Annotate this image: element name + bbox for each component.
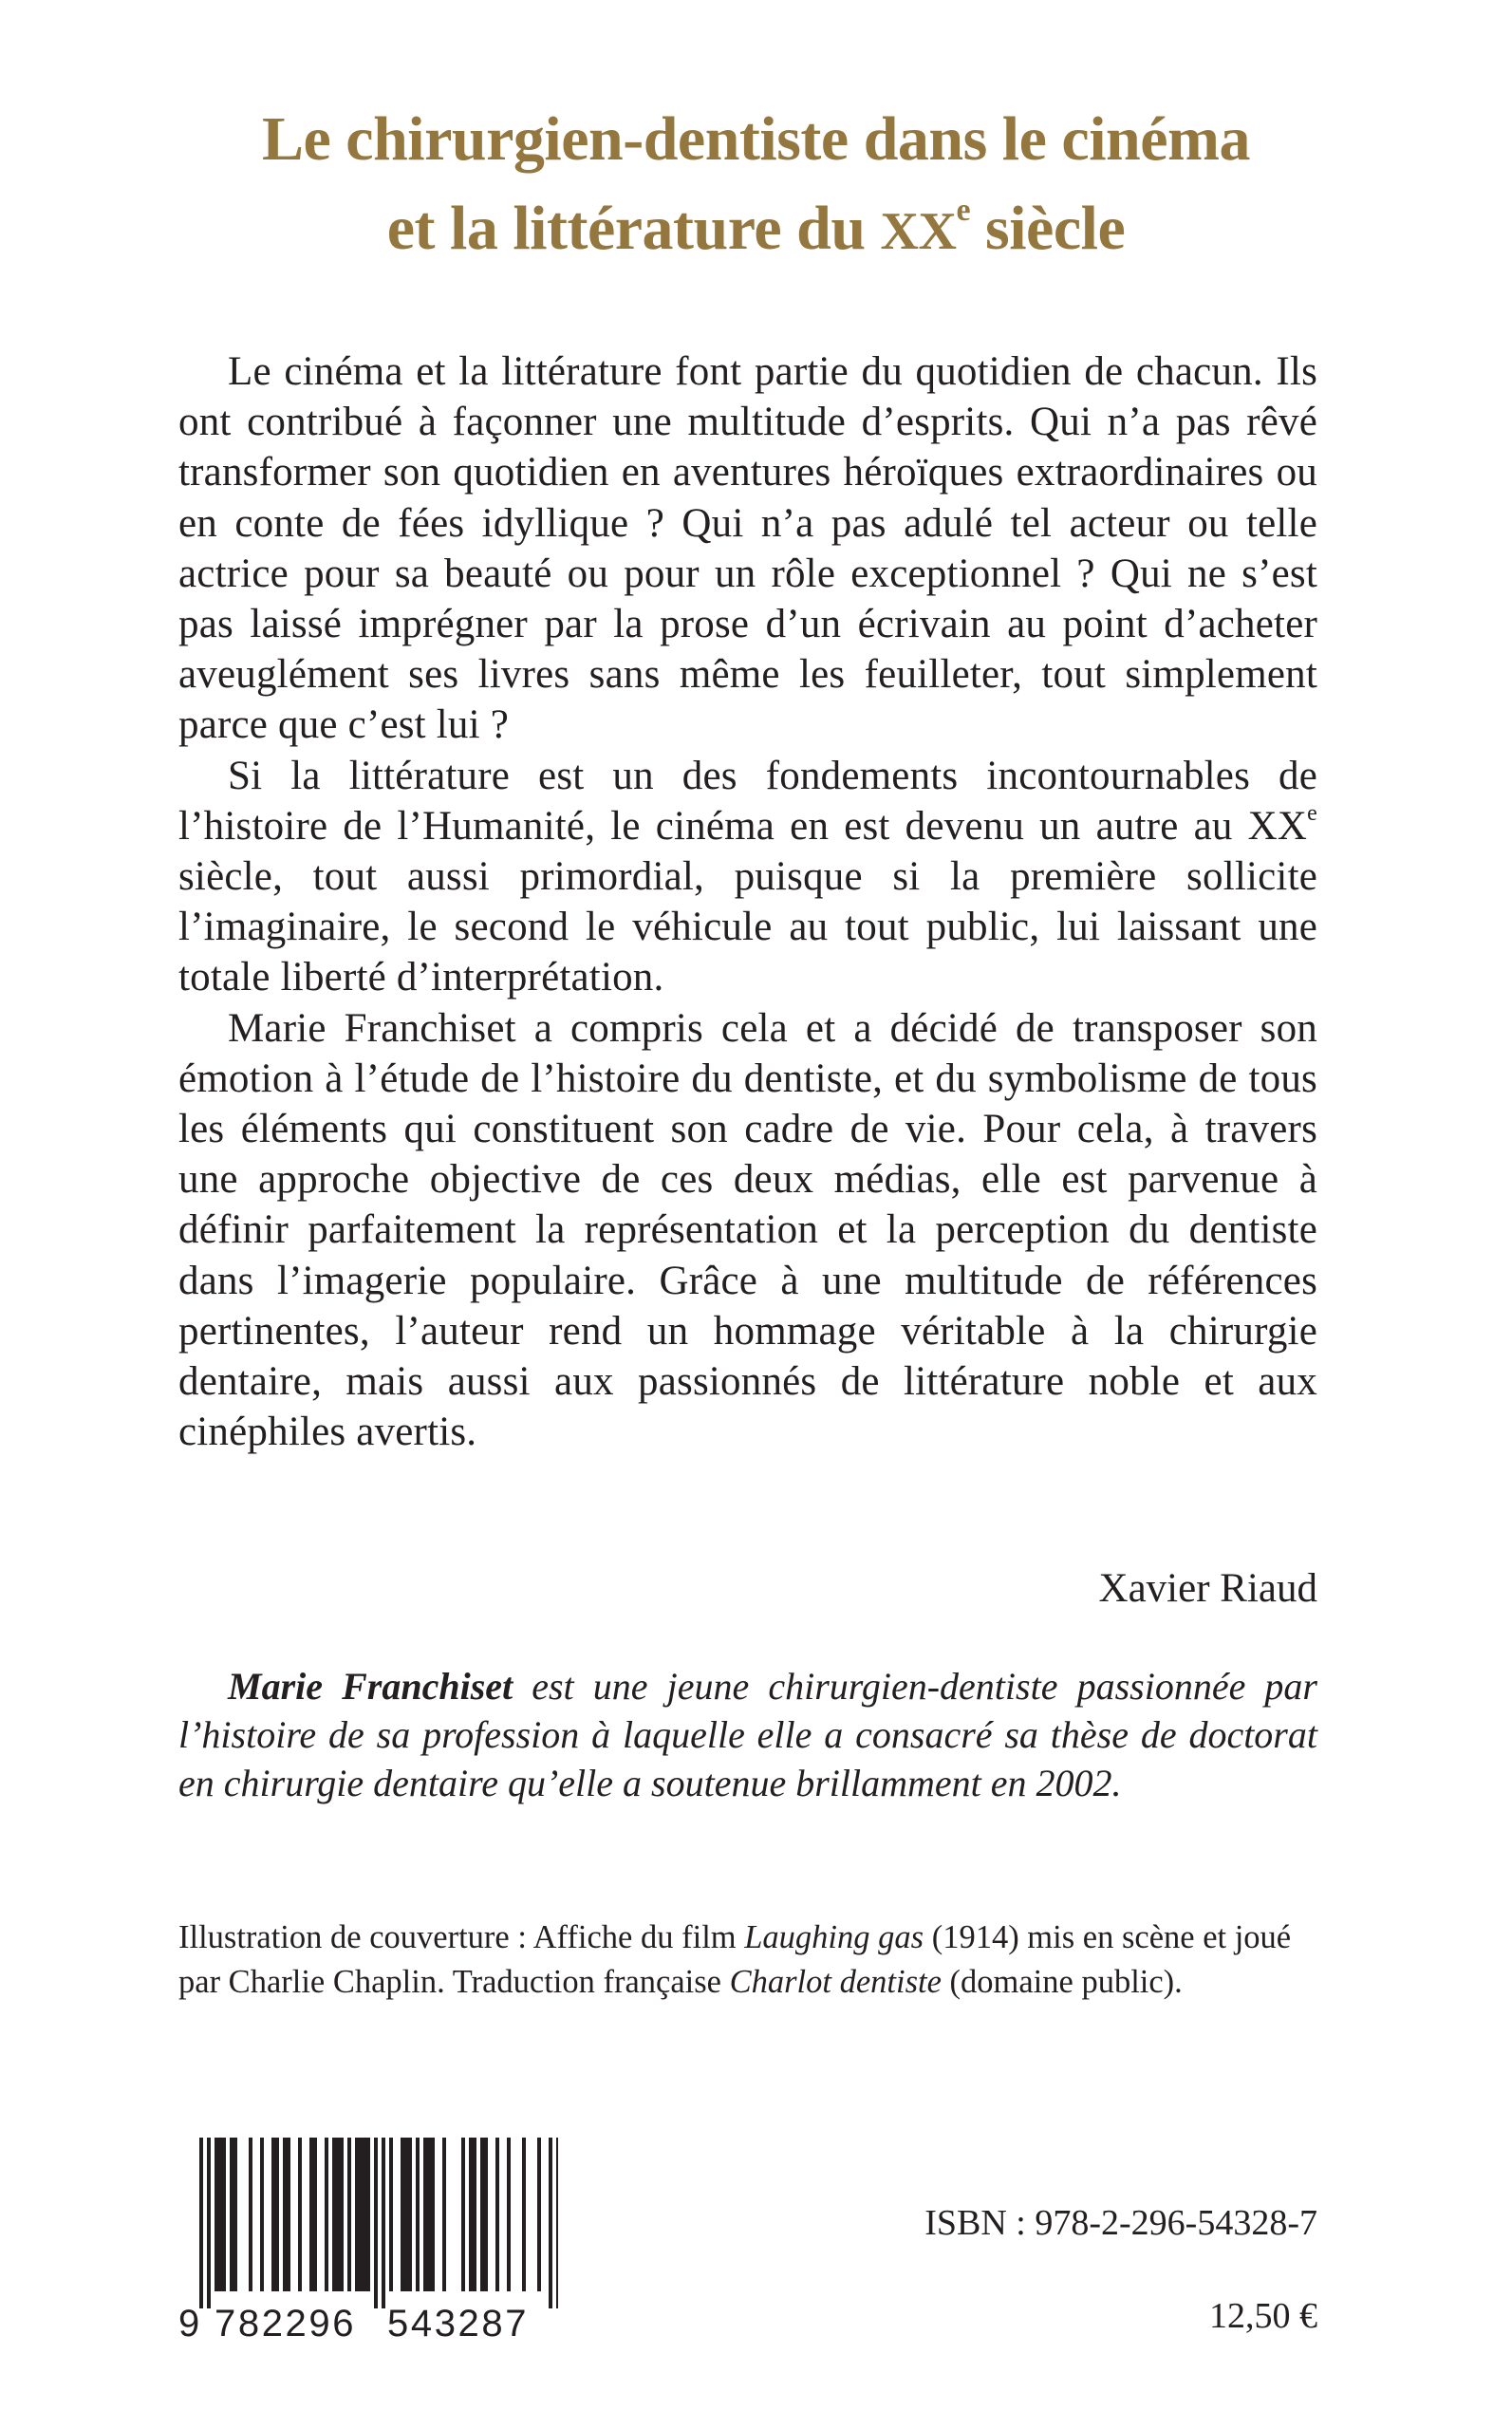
barcode-bar: [332, 2138, 336, 2291]
barcode-bar: [283, 2138, 287, 2291]
barcode-digits: [178, 2303, 577, 2345]
title-century-roman: XX: [880, 202, 957, 261]
barcode-bar: [408, 2138, 412, 2291]
title-line-1: Le chirurgien-dentiste dans le cinéma: [261, 104, 1251, 174]
barcode-bar: [260, 2138, 264, 2291]
barcode-bar: [416, 2138, 420, 2291]
barcode-bars: [178, 2138, 558, 2308]
barcode-bar: [556, 2138, 558, 2308]
barcode-bar: [249, 2138, 252, 2291]
barcode-bar: [480, 2138, 484, 2291]
title-line-2-start: et la littérature du: [386, 194, 881, 263]
barcode-bar: [199, 2138, 203, 2308]
blurb-paragraph-3: Marie Franchiset a compris cela et a décidé de transposer son émotion à l’étude de l’histoire du dentiste, et du symbolisme de tous les éléments qui constituent son cadre de vie. Pour cela, à travers une approche objective de ces deux médias, elle est parvenue à définir parfaitement la représentation et la perception du dentiste dans l’imagerie populaire. Grâce à une multitude de références pertinentes, l’auteur rend un hommage véritable à la chirurgie dentaire, mais aussi aux passionnés de littérature noble et aux cinéphiles avertis.: [178, 1005, 1317, 1455]
author-bio-text: est une jeune chirurgien-dentiste passionnée par l’histoire de sa profession à laquelle elle a consacré sa thèse de doctorat en chirurgie dentaire qu’elle a soutenue brillamment en 2002.: [178, 1665, 1317, 1804]
barcode-bar: [363, 2138, 366, 2291]
isbn: ISBN : 978-2-296-54328-7: [924, 2203, 1317, 2243]
title-line-2-end: siècle: [970, 194, 1126, 263]
barcode-bar: [336, 2138, 340, 2291]
barcode-bar: [271, 2138, 275, 2291]
barcode-bar: [423, 2138, 427, 2291]
credits-text-1: Illustration de couverture : Affiche du film: [178, 1919, 745, 1955]
barcode-bar: [347, 2138, 351, 2291]
barcode-bar: [309, 2138, 313, 2291]
title-century-superscript: e: [956, 193, 971, 228]
barcode-bar: [374, 2138, 378, 2308]
barcode-digit-group-2: 543287: [387, 2303, 530, 2345]
blurb-paragraph-1: Le cinéma et la littérature font partie du quotidien de chacun. Ils ont contribué à façonner une multitude d’esprits. Qui n’a pas rêvé transformer son quotidien en aventures héroïques extraordinaires ou en conte de fées idyllique ? Qui n’a pas adulé tel acteur ou telle actrice pour sa beauté ou pour un rôle exceptionnel ? Qui ne s’est pas laissé imprégner par la prose d’un écrivain au point d’acheter aveuglément ses livres sans même les feuilleter, tout simplement parce que c’est lui ?: [178, 349, 1317, 748]
barcode: [178, 2138, 558, 2308]
barcode-bar: [431, 2138, 435, 2291]
credits-text-3: (domaine public).: [941, 1964, 1183, 2000]
title-line-2: [0, 184, 1512, 276]
blurb-paragraph-2-end: siècle, tout aussi primordial, puisque si la première sollicite l’imaginaire, le second le véhicule au tout public, lui laissant une totale liberté d’interprétation.: [178, 854, 1317, 1000]
barcode-bar: [218, 2138, 222, 2291]
barcode-bar: [215, 2138, 218, 2291]
credits-translation-title: Charlot dentiste: [729, 1964, 942, 2000]
cover-illustration-credits: [178, 1915, 1327, 2005]
book-title: [0, 95, 1512, 276]
barcode-bar: [401, 2138, 404, 2291]
price: 12,50 €: [1209, 2296, 1317, 2336]
barcode-bar: [427, 2138, 431, 2291]
barcode-bar: [461, 2138, 465, 2291]
barcode-bar: [207, 2138, 211, 2308]
barcode-bar: [382, 2138, 385, 2308]
barcode-digit-group-1: 782296: [215, 2303, 357, 2345]
barcode-bar: [389, 2138, 393, 2291]
barcode-bar: [287, 2138, 290, 2291]
barcode-bar: [340, 2138, 344, 2291]
blurb-signature: Xavier Riaud: [1098, 1566, 1317, 1611]
author-bio: [178, 1662, 1317, 1807]
barcode-bar: [230, 2138, 233, 2291]
barcode-bar: [222, 2138, 226, 2291]
barcode-bar: [469, 2138, 473, 2291]
author-bio-paragraph: [178, 1662, 1317, 1807]
barcode-bar: [233, 2138, 237, 2291]
barcode-bar: [355, 2138, 359, 2291]
barcode-bar: [359, 2138, 363, 2291]
credits-film-title: Laughing gas: [744, 1919, 924, 1955]
barcode-lead-digit: 9: [178, 2303, 202, 2345]
barcode-bar: [549, 2138, 552, 2308]
blurb-paragraph-2-start: Si la littérature est un des fondements incontournables de l’histoire de l’Humanité, le cinéma en est devenu un autre au XX: [178, 753, 1317, 849]
credits-paragraph: [178, 1915, 1327, 2005]
author-name: Marie Franchiset: [228, 1665, 513, 1708]
barcode-bar: [522, 2138, 526, 2291]
barcode-bar: [366, 2138, 370, 2291]
barcode-bar: [275, 2138, 279, 2291]
barcode-bar: [495, 2138, 499, 2291]
barcode-bar: [442, 2138, 446, 2291]
blurb-century-superscript: e: [1307, 800, 1317, 826]
barcode-bar: [325, 2138, 328, 2291]
blurb-paragraph-2: [178, 751, 1317, 1003]
barcode-bar: [473, 2138, 476, 2291]
barcode-bar: [507, 2138, 511, 2291]
barcode-bar: [313, 2138, 317, 2291]
back-cover-blurb: [178, 346, 1317, 1457]
barcode-bar: [484, 2138, 488, 2291]
barcode-bar: [537, 2138, 541, 2291]
barcode-bar: [404, 2138, 408, 2291]
credits-text-2: (1914) mis en scène et joué par Charlie Chaplin. Traduction française: [178, 1919, 1292, 2000]
barcode-bar: [298, 2138, 302, 2291]
